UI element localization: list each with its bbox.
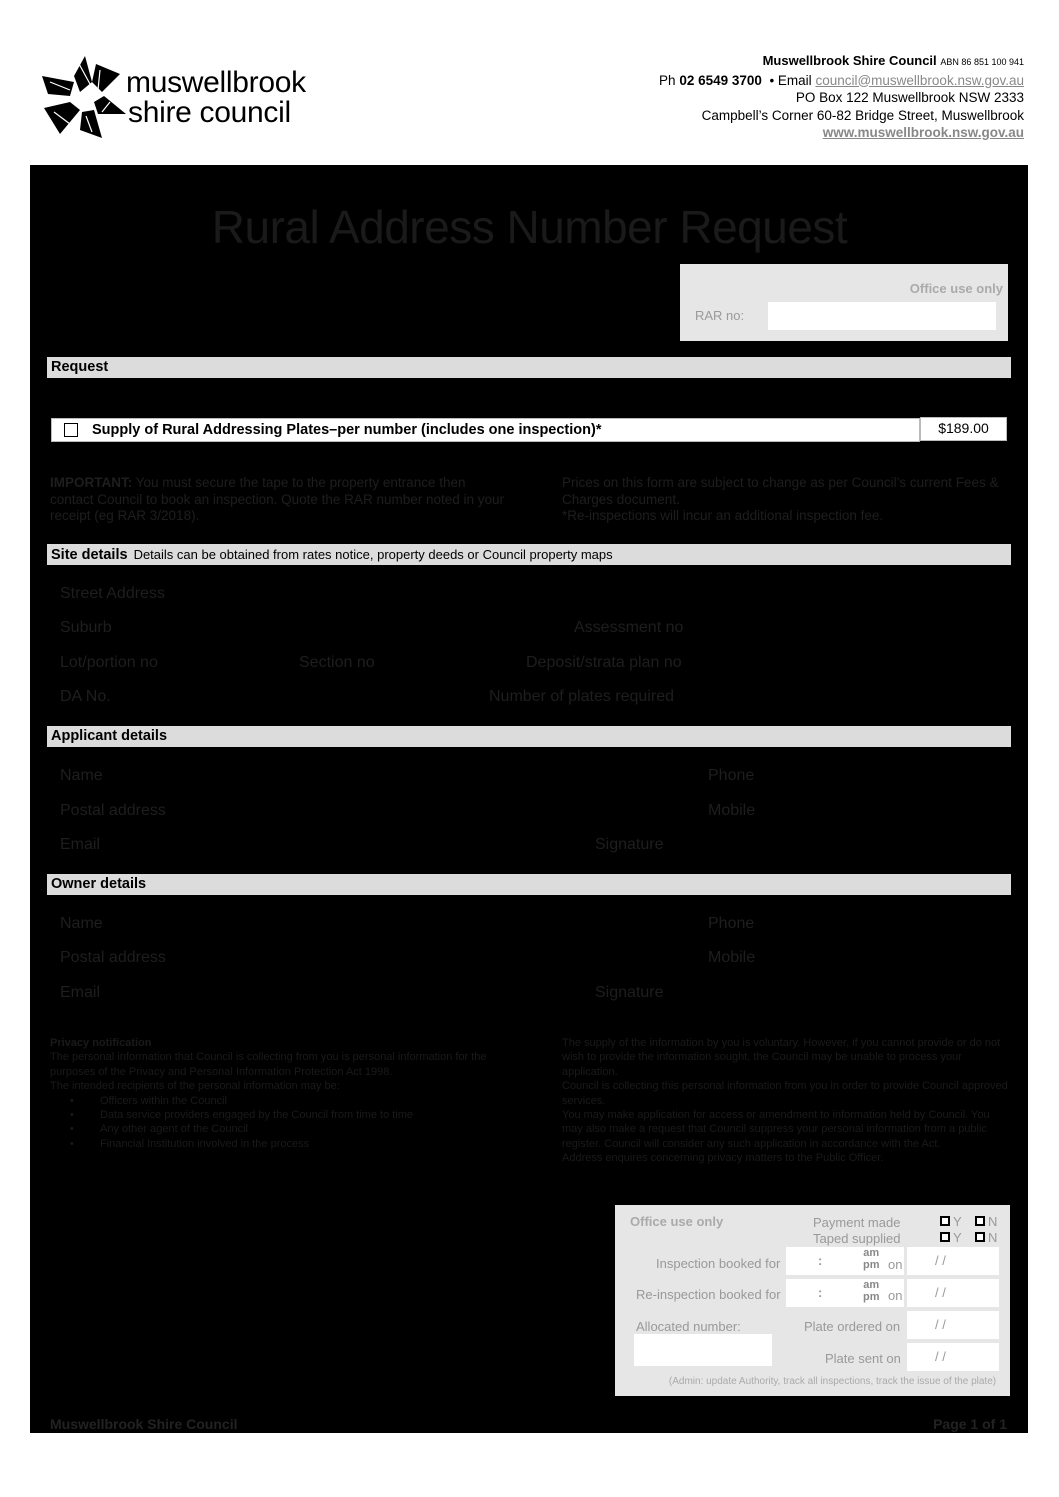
important-text: You must secure the tape to the property entrance then contact Council to book an inspection. Quote the RAR number noted in your receipt (eg RAR 3/2018). [50, 475, 505, 523]
reinspection-label: Re-inspection booked for [636, 1287, 781, 1302]
inspection-ampm [863, 1247, 880, 1271]
office-use-bottom-label: Office use only [630, 1214, 724, 1229]
supply-price: $189.00 [920, 417, 1007, 441]
reinspection-note: *Re-inspections will incur an additional inspection fee. [562, 508, 884, 523]
inspection-on-label: on [888, 1257, 903, 1272]
important-label: IMPORTANT: [50, 475, 133, 490]
reinspection-time-input[interactable] [786, 1279, 904, 1307]
reinspection-ampm [863, 1279, 880, 1303]
lot-field[interactable]: Lot/portion no [60, 654, 158, 671]
plate-sent-input[interactable] [907, 1343, 999, 1371]
section-applicant: Applicant details [47, 726, 1011, 747]
site-heading: Site details [51, 547, 128, 563]
reinspection-time-colon: : [818, 1285, 823, 1300]
rar-label: RAR no: [695, 308, 745, 323]
plate-sent-label: Plate sent on [825, 1351, 901, 1366]
da-number-field[interactable]: DA No. [60, 688, 111, 705]
payment-no-label: N [988, 1214, 998, 1229]
contact-block [659, 52, 1024, 142]
list-item: • Any other agent of the Council [50, 1122, 495, 1136]
prices-note-block [562, 475, 1012, 525]
plate-ordered-label: Plate ordered on [804, 1319, 901, 1334]
privacy-r3: You may make application for access or amendment to information held by Council. You may also make a request that Council suppress your personal information from a public register. Council will consider any such application in accordance with the Act. [562, 1109, 990, 1150]
owner-name-field[interactable]: Name [60, 915, 103, 932]
taped-no-checkbox[interactable] [975, 1232, 985, 1242]
deposit-plan-field[interactable]: Deposit/strata plan no [526, 654, 682, 671]
street-address-field[interactable]: Street Address [60, 585, 165, 602]
taped-yes-label: Y [953, 1230, 962, 1245]
footer-page: Page 1 of 1 [933, 1416, 1007, 1432]
applicant-mobile-field[interactable]: Mobile [708, 802, 756, 819]
list-item: • Data service providers engaged by the Council from time to time [50, 1108, 495, 1122]
page-title: Rural Address Number Request [211, 201, 848, 253]
inspection-time-input[interactable] [786, 1247, 904, 1275]
privacy-heading: Privacy notification [50, 1037, 152, 1049]
prices-note: Prices on this form are subject to change as per Council’s current Fees & Charges document. [562, 475, 999, 507]
important-note [50, 475, 510, 525]
inspection-time-colon: : [818, 1253, 823, 1268]
assessment-field[interactable]: Assessment no [574, 619, 684, 636]
privacy-p2: The intended recipients of the personal information may be: [50, 1080, 340, 1093]
street-address: Campbell’s Corner 60-82 Bridge Street, Muswellbrook [701, 107, 1024, 123]
reinspection-date-input[interactable] [907, 1279, 999, 1307]
abn: ABN 86 851 100 941 [940, 57, 1024, 67]
plate-ordered-input[interactable] [907, 1311, 999, 1339]
office-use-label: Office use only [909, 281, 1003, 296]
privacy-recipients-list [50, 1094, 495, 1152]
payment-yes-checkbox[interactable] [940, 1216, 950, 1226]
pm-label: pm [863, 1291, 880, 1303]
reinspection-date-sep: / / [935, 1285, 946, 1300]
privacy-p1: The personal information that Council is collecting from you is personal information for the purposes of the Privacy and Personal Information Protection Act 1998. [50, 1051, 487, 1078]
applicant-email-field[interactable]: Email [60, 836, 101, 853]
footer-org: Muswellbrook Shire Council [50, 1416, 238, 1432]
allocated-input[interactable] [634, 1334, 772, 1366]
taped-no-label: N [988, 1230, 998, 1245]
inspection-date-sep: / / [935, 1253, 946, 1268]
applicant-phone-field[interactable]: Phone [708, 767, 755, 784]
owner-phone-field[interactable]: Phone [708, 915, 755, 932]
taped-yes-checkbox[interactable] [940, 1232, 950, 1242]
supply-checkbox[interactable] [64, 423, 78, 437]
list-item: • Financial Institution involved in the process [50, 1137, 495, 1151]
allocated-label: Allocated number: [636, 1319, 741, 1334]
applicant-postal-field[interactable]: Postal address [60, 802, 166, 819]
privacy-r4: Address enquires concerning privacy matters to the Public Officer. [562, 1152, 884, 1165]
suburb-field[interactable]: Suburb [60, 619, 112, 636]
plate-sent-sep: / / [935, 1349, 946, 1364]
privacy-r2: Council is collecting this personal information from you in order to provide Council approved services. [562, 1080, 1008, 1107]
owner-signature-field[interactable]: Signature [595, 984, 664, 1001]
owner-postal-field[interactable]: Postal address [60, 949, 166, 966]
logo-text-line1: muswellbrook [126, 66, 306, 99]
plates-required-field[interactable]: Number of plates required [489, 688, 674, 705]
applicant-name-field[interactable]: Name [60, 767, 103, 784]
inspection-label: Inspection booked for [656, 1256, 781, 1271]
payment-no-checkbox[interactable] [975, 1216, 985, 1226]
payment-made-label: Payment made [813, 1215, 901, 1230]
section-field[interactable]: Section no [299, 654, 375, 671]
section-site-details [47, 544, 1011, 565]
council-logo [40, 52, 340, 142]
site-subheading: Details can be obtained from rates notice, property deeds or Council property maps [133, 547, 613, 562]
am-label: am [863, 1279, 880, 1291]
email-label: • Email [769, 72, 812, 88]
org-name: Muswellbrook Shire Council [762, 53, 937, 68]
am-label: am [863, 1247, 880, 1259]
supply-label: Supply of Rural Addressing Plates–per number (includes one inspection)* [92, 422, 602, 438]
email-link[interactable]: council@muswellbrook.nsw.gov.au [815, 72, 1024, 88]
privacy-r1: The supply of the information by you is voluntary. However, if you cannot provide or do not wish to provide the information sought, the Council may be unable to process your application. [562, 1037, 1001, 1078]
taped-supplied-label: Taped supplied [813, 1231, 901, 1246]
inspection-date-input[interactable] [907, 1247, 999, 1275]
admin-note: (Admin: update Authority, track all inspections, track the issue of the plate) [668, 1376, 997, 1387]
privacy-left [50, 1036, 495, 1151]
list-item: • Officers within the Council [50, 1094, 495, 1108]
section-owner: Owner details [47, 874, 1011, 895]
office-use-top [680, 264, 1008, 341]
po-box: PO Box 122 Muswellbrook NSW 2333 [795, 90, 1024, 105]
pm-label: pm [863, 1259, 880, 1271]
website-link[interactable]: www.muswellbrook.nsw.gov.au [822, 125, 1024, 140]
section-request: Request [47, 357, 1011, 378]
office-use-bottom [615, 1205, 1010, 1396]
payment-yes-label: Y [953, 1214, 962, 1229]
supply-row [51, 418, 920, 442]
phone-number: 02 6549 3700 [679, 72, 762, 88]
logo-text-line2: shire council [128, 96, 291, 129]
applicant-signature-field[interactable]: Signature [595, 836, 664, 853]
rar-input[interactable] [768, 302, 996, 330]
privacy-right [562, 1036, 1010, 1166]
star-logo-icon [40, 52, 126, 140]
owner-email-field[interactable]: Email [60, 984, 101, 1001]
reinspection-on-label: on [888, 1288, 903, 1303]
plate-ordered-sep: / / [935, 1317, 946, 1332]
owner-mobile-field[interactable]: Mobile [708, 949, 756, 966]
phone-label: Ph [659, 72, 676, 88]
